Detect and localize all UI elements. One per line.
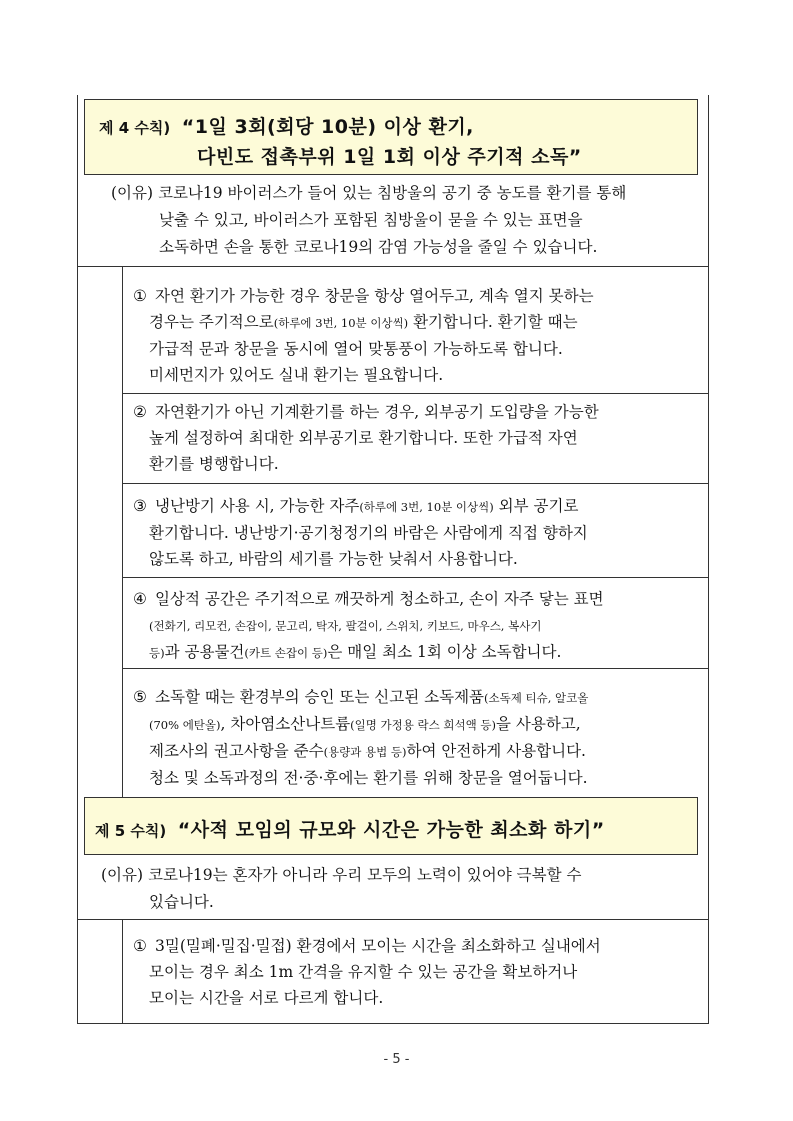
item-number: ① — [133, 937, 147, 955]
rule4-item-1: ① 자연 환기가 가능한 경우 창문을 항상 열어두고, 계속 열지 못하는 경우는 주기적으로(하루에 3번, 10분 이상씩) 환기합니다. 환기할 때는 가급적 문과 창문을 동시에 열어 맞통풍이 가능하도록 합니다. 미세먼지가 있어도 실내 환기는 필요합니다. — [133, 283, 594, 388]
divider — [77, 919, 709, 920]
rule5-item-1: ① 3밀(밀폐·밀집·밀접) 환경에서 모이는 시간을 최소화하고 실내에서 모이는 경우 최소 1m 간격을 유지할 수 있는 공간을 확보하거나 모이는 시간을 서로 다르게 합니다. — [133, 933, 601, 1011]
item-column-line — [122, 266, 123, 797]
page-number: - 5 - — [383, 1052, 410, 1067]
rule5-reason-line1: 코로나19는 혼자가 아니라 우리 모두의 노력이 있어야 극복할 수 — [147, 866, 582, 884]
rule4-reason-line3: 소독하면 손을 통한 코로나19의 감염 가능성을 줄일 수 있습니다. — [159, 238, 598, 256]
item-number: ④ — [133, 590, 147, 608]
rule4-reason — [111, 180, 626, 261]
item-column-line — [122, 919, 123, 1024]
rule4-item-5: ⑤ 소독할 때는 환경부의 승인 또는 신고된 소독제품(소독제 티슈, 알코올 (70% 에탄올), 차아염소산나트륨(일명 가정용 락스 희석액 등)을 사용하고, 제조사의 권고사항을 준수(용량과 용법 등)하여 안전하게 사용합니다. 청소 및 소독과정의 전·중·후에는 환기를 위해 창문을 열어둡니다. — [133, 684, 588, 791]
rule4-reason-label: (이유) — [111, 184, 154, 202]
rule4-title-line2: 다빈도 접촉부위 1일 1회 이상 주기적 소독” — [197, 146, 582, 168]
rule4-item-2: ② 자연환기가 아닌 기계환기를 하는 경우, 외부공기 도입량을 가능한 높게 설정하여 최대한 외부공기로 환기합니다. 또한 가급적 자연 환기를 병행합니다. — [133, 399, 599, 477]
item-number: ⑤ — [133, 688, 147, 706]
divider — [122, 393, 709, 394]
rule4-reason-line1: 코로나19 바이러스가 들어 있는 침방울의 공기 중 농도를 환기를 통해 — [157, 184, 627, 202]
rule5-reason-label: (이유) — [101, 866, 144, 884]
rule4-item-4: ④ 일상적 공간은 주기적으로 깨끗하게 청소하고, 손이 자주 닿는 표면 (전화기, 리모컨, 손잡이, 문고리, 탁자, 팔걸이, 스위치, 키보드, 마우스, 복사기 등)과 공용물건(카트 손잡이 등)은 매일 최소 1회 이상 소독합니다. — [133, 586, 604, 666]
rule4-item-3: ③ 냉난방기 사용 시, 가능한 자주(하루에 3번, 10분 이상씩) 외부 공기로 환기합니다. 냉난방기·공기청정기의 바람은 사람에게 직접 향하지 않도록 하고, 바람의 세기를 가능한 낮춰서 사용합니다. — [133, 493, 588, 572]
rule4-label: 제 4 수칙) — [99, 119, 171, 137]
item-number: ② — [133, 403, 147, 421]
divider — [77, 266, 709, 267]
divider — [122, 577, 709, 578]
rule5-reason-line2: 있습니다. — [149, 893, 214, 911]
item-number: ③ — [133, 497, 147, 515]
divider — [122, 668, 709, 669]
rule5-header — [84, 797, 698, 855]
rule4-header — [84, 99, 698, 175]
rule4-reason-line2: 낮출 수 있고, 바이러스가 포함된 침방울이 묻을 수 있는 표면을 — [159, 211, 583, 229]
rule5-title: “사적 모임의 규모와 시간은 가능한 최소화 하기” — [177, 819, 605, 841]
item-number: ① — [133, 287, 147, 305]
divider — [122, 483, 709, 484]
rule5-reason — [101, 862, 581, 916]
rule5-label: 제 5 수칙) — [95, 822, 167, 840]
rule4-title-line1: “1일 3회(회당 10분) 이상 환기, — [181, 116, 474, 138]
